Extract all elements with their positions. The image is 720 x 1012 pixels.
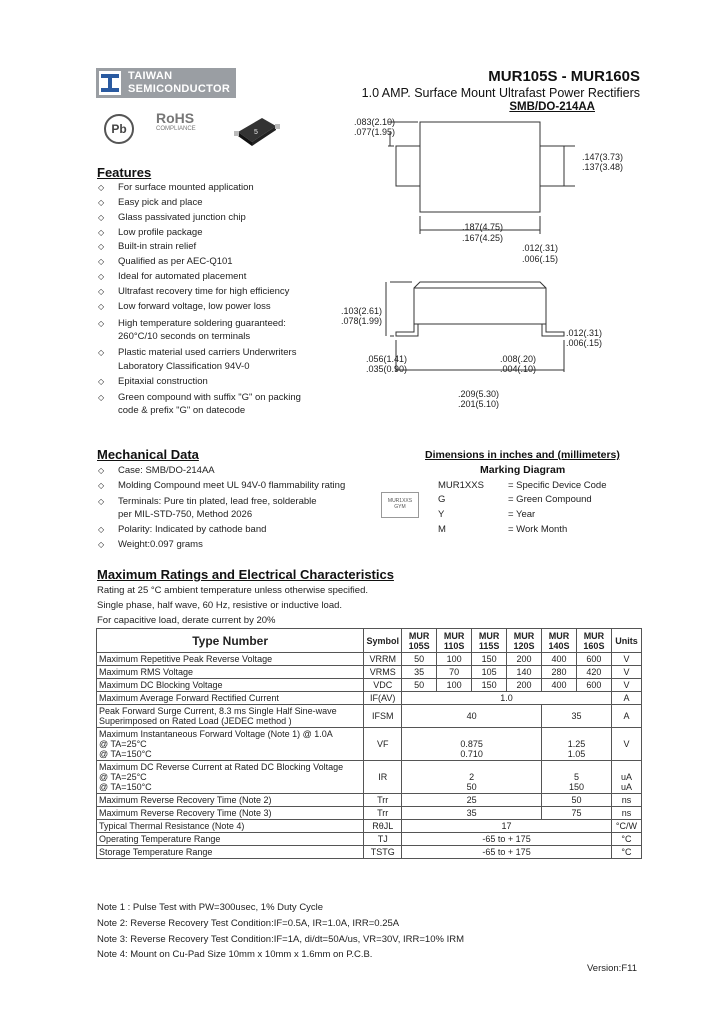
table-row [97,728,642,761]
value-cell: 280 [542,666,577,679]
header-part: MUR 120S [507,629,542,653]
table-header-row [97,629,642,653]
symbol-cell: RθJL [364,820,402,833]
value-cell: 50 [402,653,437,666]
symbol-cell: IFSM [364,705,402,728]
value-cell: -65 to + 175 [402,833,612,846]
feature-item-cont: code & prefix "G" on datecode [118,405,246,416]
feature-item: ◇ Easy pick and place [98,197,203,208]
pb-free-icon: Pb [104,114,134,144]
symbol-cell: VF [364,728,402,761]
feature-item: ◇ Plastic material used carriers Underwriters [98,347,297,358]
mechanical-item: ◇ Polarity: Indicated by cathode band [98,524,267,535]
symbol-cell: Trr [364,807,402,820]
unit-cell: ns [611,794,641,807]
symbol-cell: Trr [364,794,402,807]
dim-lead-thickness-min: .006(.15) [522,254,559,264]
table-row [97,807,642,820]
header-part: MUR 115S [472,629,507,653]
header-units: Units [611,629,641,653]
value-cell: 17 [402,820,612,833]
value-cell: 400 [542,653,577,666]
param-cell: Maximum Instantaneous Forward Voltage (Note 1) @ 1.0A @ TA=25°C @ TA=150°C [97,728,364,761]
value-cell: 75 [542,807,612,820]
table-row [97,653,642,666]
feature-item: ◇ Built-in strain relief [98,241,197,252]
marking-code: Y [438,509,445,520]
table-row [97,820,642,833]
table-row [97,794,642,807]
feature-item-cont: Laboratory Classification 94V-0 [118,361,250,372]
value-cell: 70 [437,666,472,679]
value-cell: 200 [507,679,542,692]
table-row [97,679,642,692]
unit-cell: °C/W [611,820,641,833]
unit-cell: V [611,666,641,679]
value-cell: 50 [542,794,612,807]
ratings-note: Rating at 25 °C ambient temperature unless otherwise specified. [97,585,368,596]
marking-code: MUR1XXS [438,480,484,491]
value-cell: 25 [402,794,542,807]
unit-cell: V [611,653,641,666]
value-cell: 5 150 [542,761,612,794]
param-cell: Storage Temperature Range [97,846,364,859]
features-heading: Features [97,165,152,180]
company-name-line2: SEMICONDUCTOR [128,83,231,95]
feature-item-cont: 260°C/10 seconds on terminals [118,331,251,342]
table-row [97,761,642,794]
feature-item: ◇ Epitaxial construction [98,376,208,387]
value-cell: 40 [402,705,542,728]
symbol-cell: VRRM [364,653,402,666]
mechanical-item: ◇ Terminals: Pure tin plated, lead free, solderable [98,496,317,507]
dim-width-right-min: .137(3.48) [582,162,624,172]
marking-desc: = Green Compound [508,494,592,505]
header-symbol: Symbol [364,629,402,653]
dim-lead-thickness: .012(.31) [522,243,559,253]
part-subtitle: 1.0 AMP. Surface Mount Ultrafast Power Rectifiers [361,86,640,100]
value-cell: 35 [542,705,612,728]
note-1: Note 1 : Pulse Test with PW=300usec, 1% Duty Cycle [97,902,324,913]
unit-cell: uA uA [611,761,641,794]
unit-cell: A [611,692,641,705]
dim-lead-length: .056(1.41) [366,354,408,364]
marking-chip-diagram: MUR1XXS GYM [381,492,419,518]
ratings-table [96,628,642,859]
symbol-cell: IR [364,761,402,794]
dim-standoff: .008(.20) [500,354,537,364]
rohs-compliance: COMPLIANCE [156,126,196,132]
part-title: MUR105S - MUR160S [488,68,640,85]
value-cell: 420 [576,666,611,679]
symbol-cell: VDC [364,679,402,692]
value-cell: 600 [576,653,611,666]
dim-body-height-min: .078(1.99) [341,316,383,326]
table-row [97,705,642,728]
unit-cell: °C [611,846,641,859]
header-part: MUR 160S [576,629,611,653]
header-part: MUR 110S [437,629,472,653]
note-3: Note 3: Reverse Recovery Test Condition:IF=1A, di/dt=50A/us, VR=30V, IRR=10% IRM [97,934,464,945]
table-row [97,846,642,859]
feature-item: ◇ Low forward voltage, low power loss [98,301,271,312]
note-4: Note 4: Mount on Cu-Pad Size 10mm x 10mm x 1.6mm on P.C.B. [97,949,373,960]
svg-text:5: 5 [254,129,258,136]
feature-item: ◇ Qualified as per AEC-Q101 [98,256,233,267]
param-cell: Typical Thermal Resistance (Note 4) [97,820,364,833]
feature-item: ◇ For surface mounted application [98,182,254,193]
marking-code: M [438,524,446,535]
unit-cell: °C [611,833,641,846]
symbol-cell: IF(AV) [364,692,402,705]
param-cell: Maximum Reverse Recovery Time (Note 2) [97,794,364,807]
mechanical-item-cont: per MIL-STD-750, Method 2026 [118,509,253,520]
param-cell: Maximum Average Forward Rectified Current [97,692,364,705]
marking-desc: = Work Month [508,524,568,535]
marking-heading: Marking Diagram [480,464,566,476]
value-cell: 105 [472,666,507,679]
table-row [97,666,642,679]
company-name-line1: TAIWAN [128,70,173,82]
header-part: MUR 140S [542,629,577,653]
value-cell: 100 [437,679,472,692]
table-row [97,692,642,705]
unit-cell: ns [611,807,641,820]
value-cell: 140 [507,666,542,679]
value-cell: 0.875 0.710 [402,728,542,761]
marking-code: G [438,494,446,505]
param-cell: Maximum Repetitive Peak Reverse Voltage [97,653,364,666]
value-cell: 1.25 1.05 [542,728,612,761]
dim-height-top-min: .077(1.95) [354,127,396,137]
dim-lead-right-min: .006(.15) [566,338,603,348]
dim-length: .187(4.75) [462,222,504,232]
header-type: Type Number [97,629,364,653]
value-cell: 200 [507,653,542,666]
param-cell: Peak Forward Surge Current, 8.3 ms Single Half Sine-wave Superimposed on Rated Load (JEDEC method ) [97,705,364,728]
mechanical-heading: Mechanical Data [97,447,199,462]
feature-item: ◇ Ideal for automated placement [98,271,247,282]
value-cell: 600 [576,679,611,692]
rohs-label: RoHS [156,110,195,126]
value-cell: -65 to + 175 [402,846,612,859]
ratings-note: For capacitive load, derate current by 20% [97,615,276,626]
symbol-cell: VRMS [364,666,402,679]
unit-cell: V [611,728,641,761]
param-cell: Maximum RMS Voltage [97,666,364,679]
symbol-cell: TJ [364,833,402,846]
package-name: SMB/DO-214AA [509,101,595,113]
value-cell: 35 [402,666,437,679]
param-cell: Maximum DC Blocking Voltage [97,679,364,692]
mechanical-item: ◇ Molding Compound meet UL 94V-0 flammability rating [98,480,346,491]
value-cell: 50 [402,679,437,692]
param-cell: Maximum Reverse Recovery Time (Note 3) [97,807,364,820]
dim-standoff-min: .004(.10) [500,364,537,374]
feature-item: ◇ Low profile package [98,227,203,238]
unit-cell: A [611,705,641,728]
mechanical-item: ◇ Case: SMB/DO-214AA [98,465,215,476]
value-cell: 35 [402,807,542,820]
value-cell: 2 50 [402,761,542,794]
table-row [97,833,642,846]
dim-width-right: .147(3.73) [582,152,624,162]
dim-body-height: .103(2.61) [341,306,383,316]
ratings-note: Single phase, half wave, 60 Hz, resistive or inductive load. [97,600,343,611]
version-label: Version:F11 [587,963,637,974]
dim-height-top: .083(2.10) [354,117,396,127]
dim-lead-right: .012(.31) [566,328,603,338]
feature-item: ◇ Ultrafast recovery time for high efficiency [98,286,290,297]
param-cell: Maximum DC Reverse Current at Rated DC Blocking Voltage @ TA=25°C @ TA=150°C [97,761,364,794]
dim-length-min: .167(4.25) [462,233,504,243]
unit-cell: V [611,679,641,692]
feature-item: ◇ Glass passivated junction chip [98,212,246,223]
feature-item: ◇ Green compound with suffix "G" on packing [98,392,301,403]
dims-note: Dimensions in inches and (millimeters) [425,449,620,461]
param-cell: Operating Temperature Range [97,833,364,846]
marking-desc: = Specific Device Code [508,480,607,491]
value-cell: 100 [437,653,472,666]
note-2: Note 2: Reverse Recovery Test Condition:IF=0.5A, IR=1.0A, IRR=0.25A [97,918,400,929]
ts-logo-icon [99,71,121,95]
value-cell: 150 [472,653,507,666]
value-cell: 1.0 [402,692,612,705]
dim-overall-length: .209(5.30) [458,389,500,399]
mechanical-item: ◇ Weight:0.097 grams [98,539,203,550]
smb-package-photo-icon [232,112,282,153]
marking-desc: = Year [508,509,536,520]
dim-overall-length-min: .201(5.10) [458,399,500,409]
symbol-cell: TSTG [364,846,402,859]
feature-item: ◇ High temperature soldering guaranteed: [98,318,286,329]
value-cell: 400 [542,679,577,692]
value-cell: 150 [472,679,507,692]
header-part: MUR 105S [402,629,437,653]
ratings-heading: Maximum Ratings and Electrical Characteristics [97,567,394,582]
dim-lead-length-min: .035(0.90) [366,364,408,374]
